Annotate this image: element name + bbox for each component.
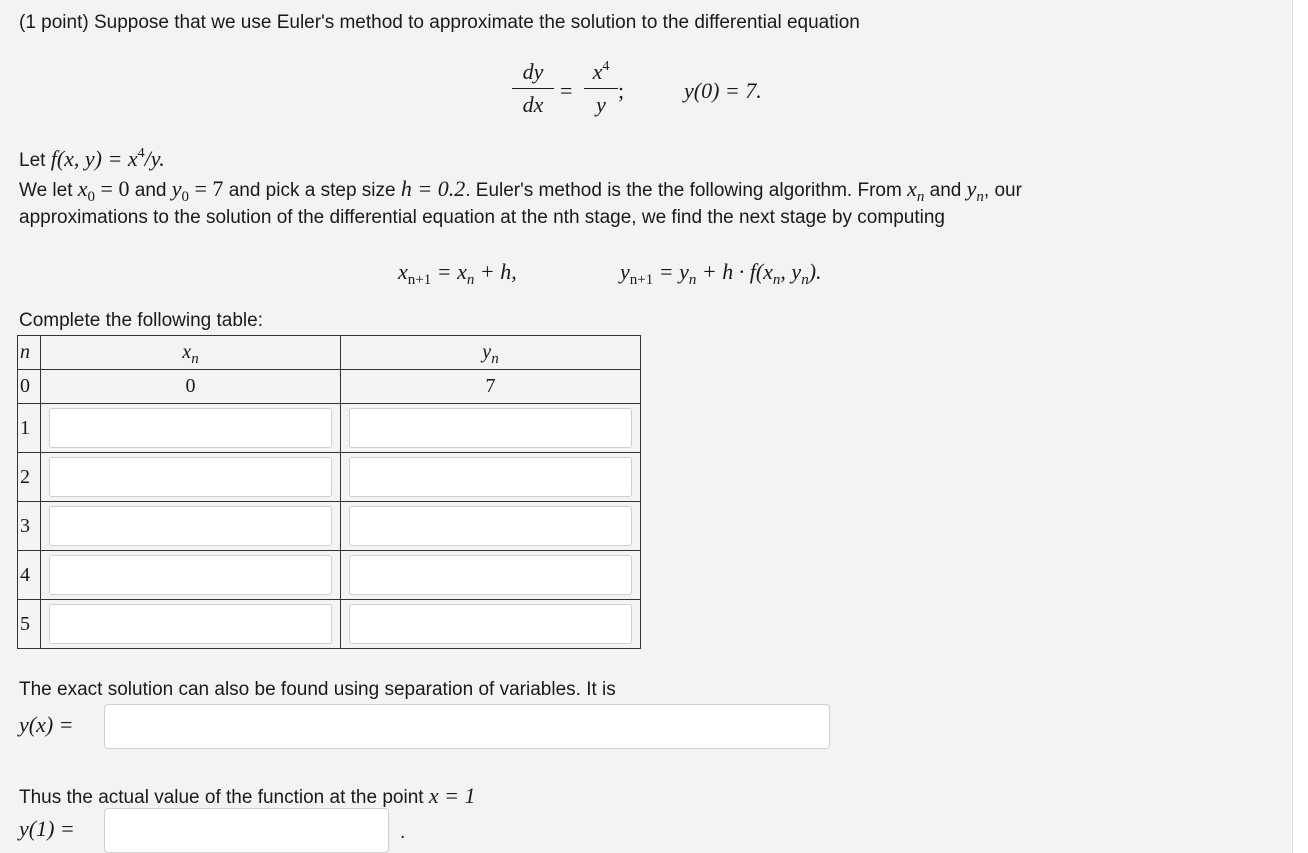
ode-y: y bbox=[596, 92, 606, 117]
x3-input[interactable] bbox=[49, 506, 332, 546]
table-row bbox=[18, 551, 641, 600]
formula-x: $x_{n+1} = x_n + h$, bbox=[398, 259, 517, 288]
table-row bbox=[18, 370, 641, 404]
table-row bbox=[18, 600, 641, 649]
table-instruction: Complete the following table: bbox=[19, 310, 263, 331]
problem-intro: (1 point) Suppose that we use Euler's method to approximate the solution to the differential equation bbox=[19, 12, 860, 33]
ode-dx: dx bbox=[522, 92, 544, 117]
x2-input[interactable] bbox=[49, 457, 332, 497]
header-n: n bbox=[18, 336, 41, 370]
ode-semicolon: ; bbox=[618, 78, 625, 103]
actual-value-label: y(1) = bbox=[19, 816, 75, 841]
row-n: 5 bbox=[18, 600, 41, 649]
y2-input[interactable] bbox=[349, 457, 632, 497]
point-x: x = 1 bbox=[428, 783, 476, 808]
y5-input[interactable] bbox=[349, 604, 632, 644]
let-definition: Let f(x, $y) = x^4/y$. bbox=[19, 146, 165, 171]
ode-x: x bbox=[592, 59, 603, 84]
step-size: h = 0.2 bbox=[400, 176, 466, 201]
x5-input[interactable] bbox=[49, 604, 332, 644]
exact-solution-input[interactable] bbox=[104, 704, 830, 749]
header-yn: $y_n$ bbox=[341, 336, 641, 370]
ode-dy: dy bbox=[522, 59, 544, 84]
table-row bbox=[18, 502, 641, 551]
ode-exp: 4 bbox=[602, 59, 610, 74]
table-row bbox=[18, 404, 641, 453]
header-xn: $x_n$ bbox=[41, 336, 341, 370]
initial-condition: y(0) = 7. bbox=[684, 78, 762, 103]
approx-line: approximations to the solution of the differential equation at the nth stage, we find the next stage by computing bbox=[19, 207, 945, 228]
ode-derivative bbox=[512, 59, 554, 118]
row-x-value: 0 bbox=[41, 370, 341, 404]
trailing-period: . bbox=[400, 822, 406, 843]
step-sentence: We let $x_0 = 0$ and $y_0 = 7$ and pick a step size h = 0.2. Euler's method is the the following algorithm. From $x_n$ and $y_n$, our bbox=[19, 176, 1022, 205]
actual-value-input[interactable] bbox=[104, 808, 389, 853]
actual-value-text: Thus the actual value of the function at the point x = 1 bbox=[19, 783, 476, 808]
row-n: 2 bbox=[18, 453, 41, 502]
y4-input[interactable] bbox=[349, 555, 632, 595]
row-n: 3 bbox=[18, 502, 41, 551]
y1-input[interactable] bbox=[349, 408, 632, 448]
exact-solution-text: The exact solution can also be found using separation of variables. It is bbox=[19, 679, 616, 700]
y3-input[interactable] bbox=[349, 506, 632, 546]
row-n: 0 bbox=[18, 370, 41, 404]
ode-rhs bbox=[584, 59, 618, 118]
table-row bbox=[18, 453, 641, 502]
row-n: 1 bbox=[18, 404, 41, 453]
euler-table bbox=[17, 335, 641, 649]
formula-y: $y_{n+1} = y_n + h \cdot f(x_n$, $y_n$). bbox=[620, 259, 822, 288]
x4-input[interactable] bbox=[49, 555, 332, 595]
exact-solution-label: y(x) = bbox=[19, 712, 74, 737]
f-definition: f(x, y) = x bbox=[50, 146, 138, 171]
row-n: 4 bbox=[18, 551, 41, 600]
x1-input[interactable] bbox=[49, 408, 332, 448]
ode-equals: = bbox=[560, 78, 573, 103]
row-y-value: 7 bbox=[341, 370, 641, 404]
table-header-row bbox=[18, 336, 641, 370]
